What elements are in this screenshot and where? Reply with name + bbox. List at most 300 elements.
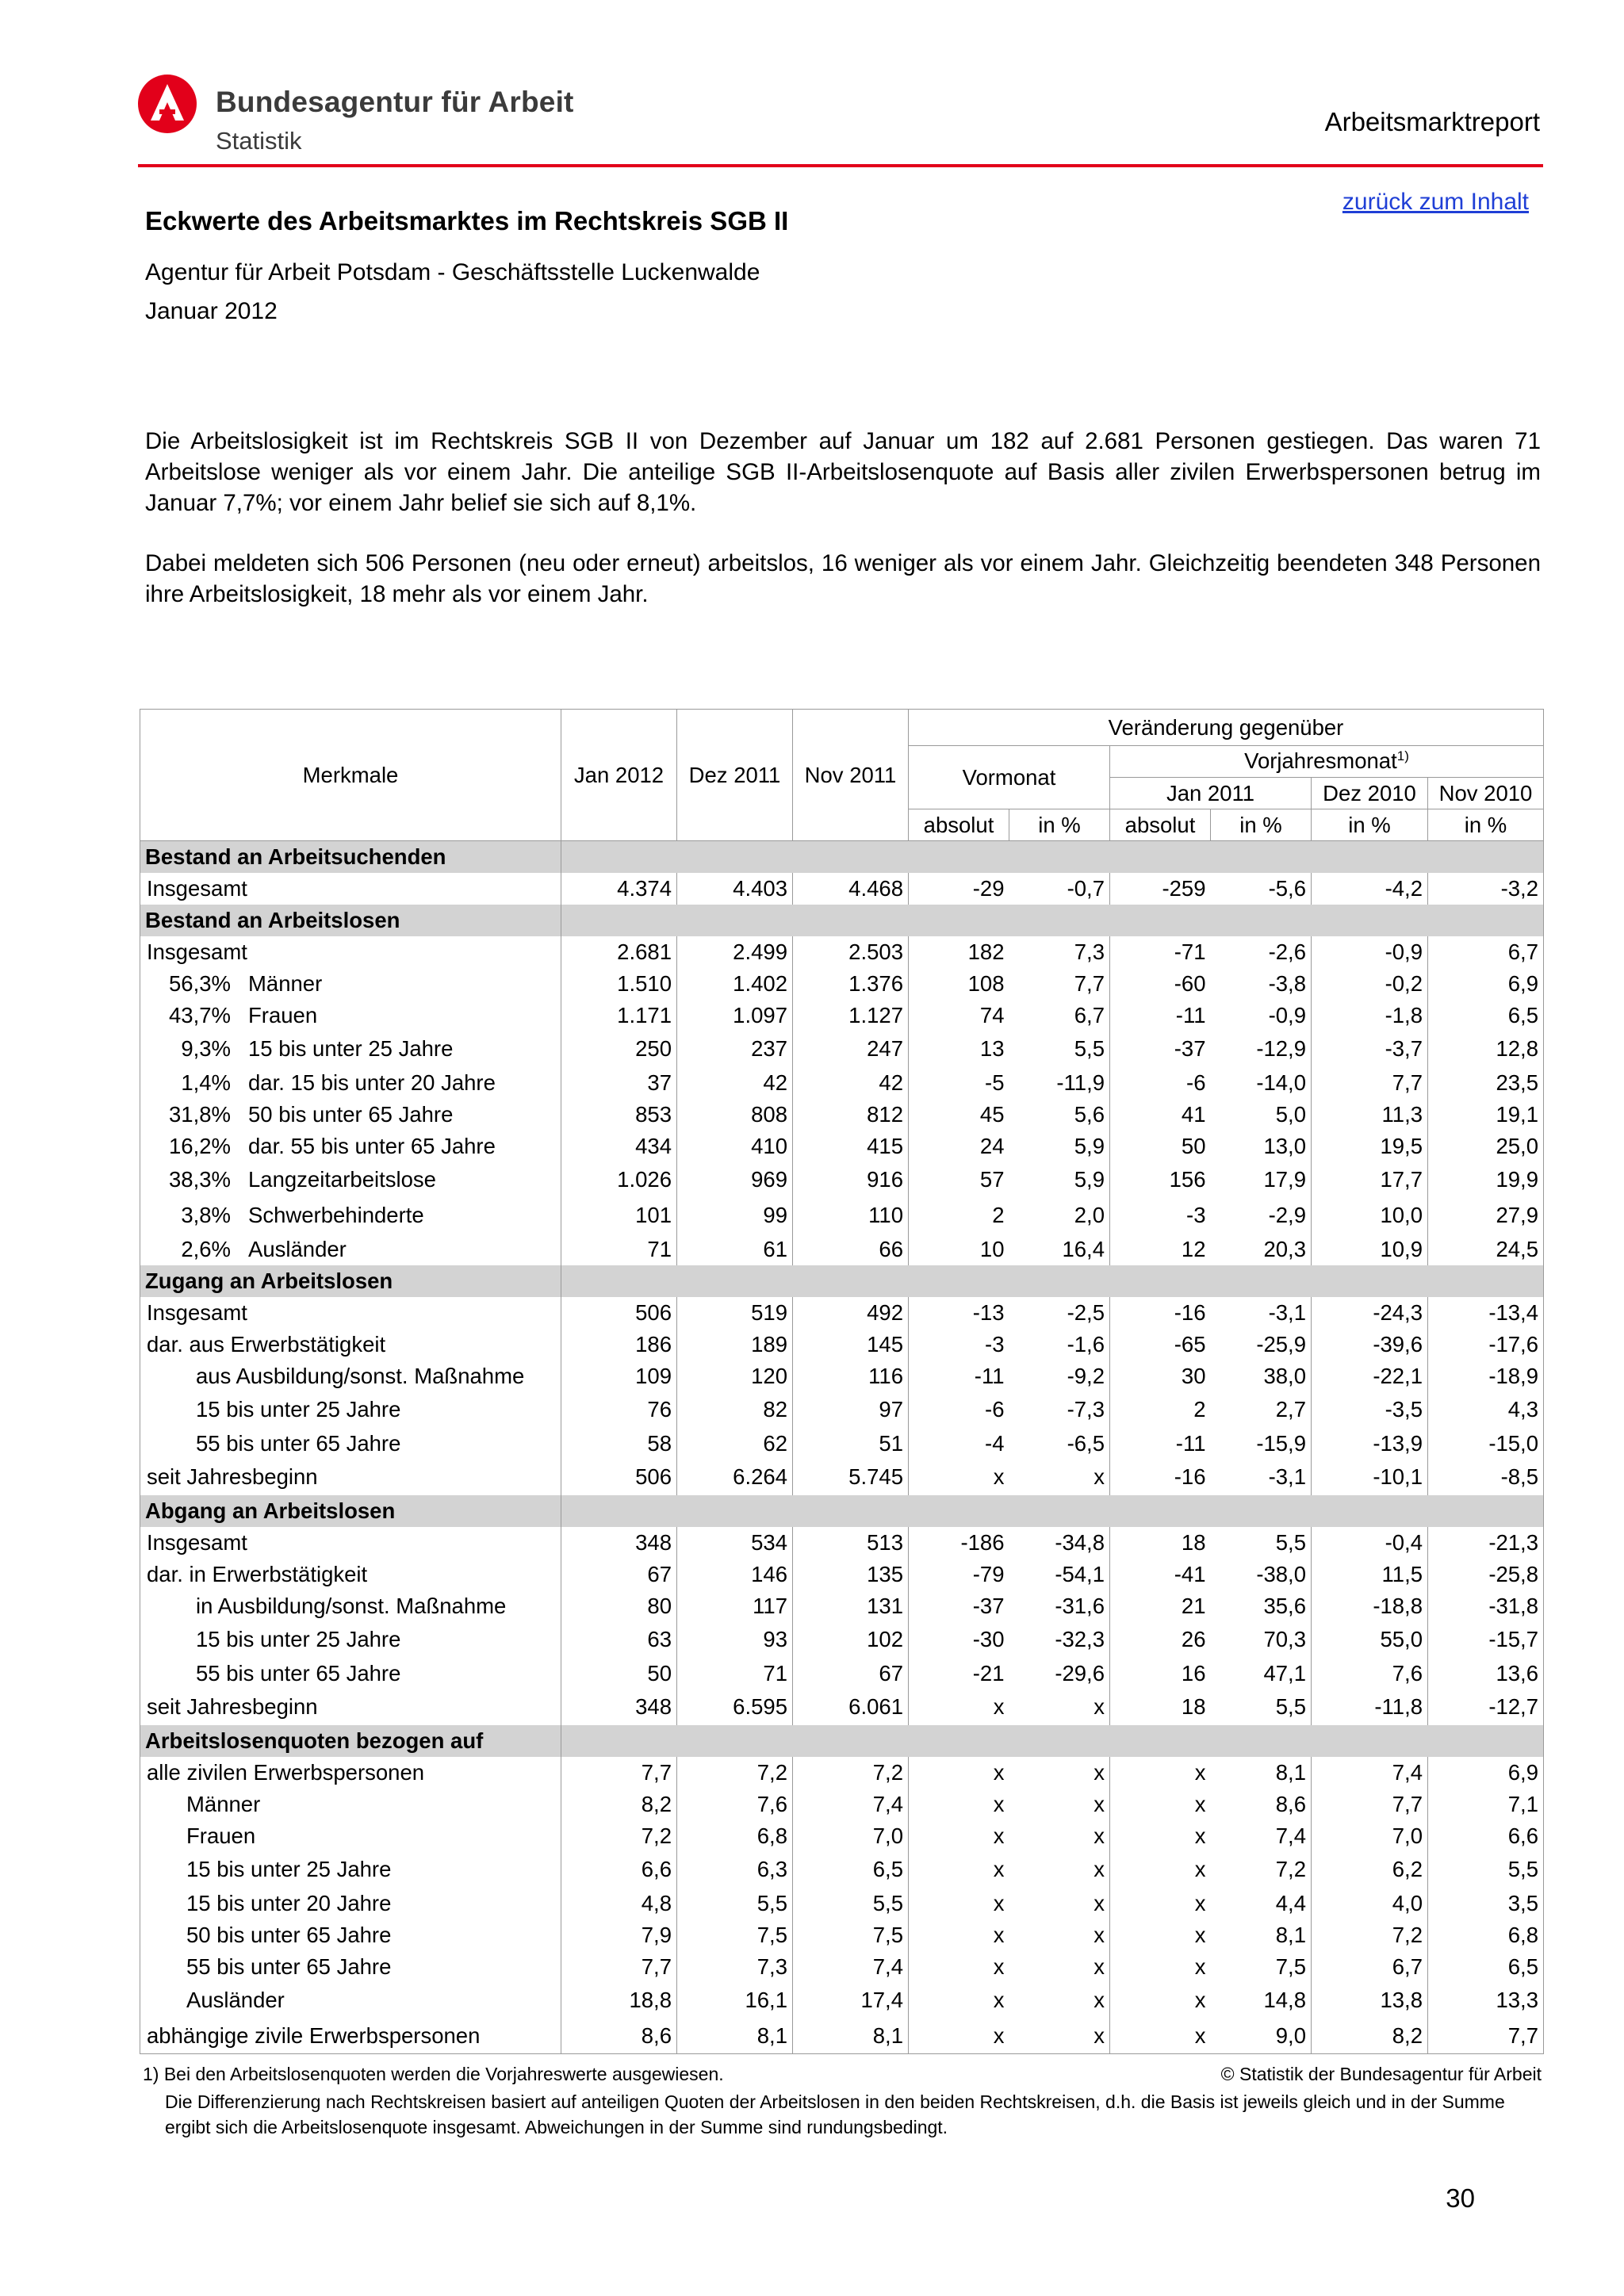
table-cell: -12,7 [1428, 1689, 1544, 1725]
table-cell: 5,6 [1009, 1099, 1110, 1131]
col-header-jan-2011: Jan 2011 [1110, 778, 1312, 809]
table-cell: -11 [909, 1360, 1009, 1392]
table-cell: x [909, 1983, 1009, 2019]
header-divider [138, 164, 1543, 167]
table-cell: -15,9 [1211, 1428, 1312, 1460]
table-cell: 6.595 [677, 1689, 793, 1725]
table-row [140, 2019, 1544, 2054]
table-cell: x [909, 1460, 1009, 1495]
col-header-jan2011-pct: in % [1211, 809, 1312, 841]
row-label-cell [140, 1852, 561, 1888]
row-label: 15 bis unter 20 Jahre [186, 1890, 392, 1915]
table-cell: 7,7 [1009, 968, 1110, 1000]
row-share-percent: 1,4% [181, 1070, 231, 1095]
col-header-nov-2011: Nov 2011 [793, 710, 909, 841]
table-cell: x [1110, 1789, 1211, 1820]
row-label: 15 bis unter 25 Jahre [196, 1627, 401, 1651]
table-cell: x [1009, 1919, 1110, 1951]
row-label-cell [140, 1789, 561, 1820]
table-cell: 1.402 [677, 968, 793, 1000]
table-cell: -25,9 [1211, 1329, 1312, 1360]
table-cell: 42 [677, 1067, 793, 1099]
row-label: 50 bis unter 65 Jahre [186, 1922, 392, 1947]
table-cell: -0,9 [1211, 1000, 1312, 1031]
summary-paragraph-1: Die Arbeitslosigkeit ist im Rechtskreis SGB II von Dezember auf Januar um 182 auf 2.681 Personen gestiegen. Das waren 71 Arbeitslose weniger als vor einem Jahr. Die anteilige SGB II-Arbeitslosenquote auf Basis aller zivilen Erwerbspersonen betrug im Januar 7,7%; vor einem Jahr belief sie sich auf 8,1%. [145, 428, 1541, 516]
table-cell: x [1110, 1983, 1211, 2019]
table-cell: -65 [1110, 1329, 1211, 1360]
table-cell: 4.468 [793, 873, 909, 905]
col-header-vorjahresmonat: Vorjahresmonat$^{1)}$ [1110, 746, 1544, 778]
table-cell: 41 [1110, 1099, 1211, 1131]
table-row [140, 1559, 1544, 1590]
table-cell: -22,1 [1312, 1360, 1428, 1392]
table-cell: 110 [793, 1198, 909, 1234]
table-cell: -1,8 [1312, 1000, 1428, 1031]
table-cell: -11 [1110, 1428, 1211, 1460]
table-row [140, 1757, 1544, 1789]
row-label: alle zivilen Erwerbspersonen [147, 1759, 425, 1785]
copyright-note: © Statistik der Bundesagentur für Arbeit [1220, 2064, 1542, 2084]
table-row [140, 1162, 1544, 1198]
section-header-row [140, 1265, 1544, 1297]
table-cell: x [909, 1919, 1009, 1951]
table-row [140, 1789, 1544, 1820]
table-cell: 18 [1110, 1527, 1211, 1559]
table-cell: 21 [1110, 1590, 1211, 1622]
table-row [140, 1234, 1544, 1265]
table-cell: -29,6 [1009, 1658, 1110, 1689]
table-cell: x [909, 2019, 1009, 2054]
table-cell: -21 [909, 1658, 1009, 1689]
table-cell: 108 [909, 968, 1009, 1000]
table-row [140, 1622, 1544, 1658]
table-cell: 38,0 [1211, 1360, 1312, 1392]
row-label: 55 bis unter 65 Jahre [196, 1430, 401, 1456]
table-cell: -37 [1110, 1031, 1211, 1067]
table-row [140, 1198, 1544, 1234]
table-row [140, 1590, 1544, 1622]
table-cell: 7,6 [677, 1789, 793, 1820]
table-cell: x [1009, 1757, 1110, 1789]
table-cell: 10 [909, 1234, 1009, 1265]
table-cell: x [909, 1852, 1009, 1888]
table-cell: -30 [909, 1622, 1009, 1658]
table-cell: 8,6 [1211, 1789, 1312, 1820]
table-row [140, 1852, 1544, 1888]
col-header-vormonat-absolut: absolut [909, 809, 1009, 841]
table-cell: x [909, 1789, 1009, 1820]
row-label: Männer [248, 970, 323, 996]
row-label-cell [140, 1131, 561, 1162]
col-header-jan-2012: Jan 2012 [561, 710, 677, 841]
table-cell: 434 [561, 1131, 677, 1162]
table-cell: 6,5 [1428, 1000, 1544, 1031]
table-cell: x [1009, 1789, 1110, 1820]
table-cell: 18 [1110, 1689, 1211, 1725]
table-cell: 80 [561, 1590, 677, 1622]
row-label-cell [140, 1000, 561, 1031]
table-cell: -37 [909, 1590, 1009, 1622]
table-cell: -18,9 [1428, 1360, 1544, 1392]
table-cell: 186 [561, 1329, 677, 1360]
table-cell: 57 [909, 1162, 1009, 1198]
table-cell: -18,8 [1312, 1590, 1428, 1622]
table-row [140, 936, 1544, 968]
table-cell: 4.374 [561, 873, 677, 905]
table-cell: 7,5 [793, 1919, 909, 1951]
table-row [140, 1360, 1544, 1392]
table-row [140, 1527, 1544, 1559]
table-cell: 916 [793, 1162, 909, 1198]
section-header-row [140, 1495, 1544, 1527]
row-label: 15 bis unter 25 Jahre [196, 1397, 401, 1422]
table-cell: 6,9 [1428, 1757, 1544, 1789]
table-cell: 513 [793, 1527, 909, 1559]
table-cell: 51 [793, 1428, 909, 1460]
row-share-percent: 9,3% [181, 1036, 231, 1061]
table-cell: -5 [909, 1067, 1009, 1099]
table-cell: 146 [677, 1559, 793, 1590]
section-header-row [140, 1725, 1544, 1757]
table-cell: 5.745 [793, 1460, 909, 1495]
row-label-cell [140, 1198, 561, 1234]
table-row [140, 1951, 1544, 1983]
section-title: Abgang an Arbeitslosen [140, 1495, 561, 1527]
table-cell: 135 [793, 1559, 909, 1590]
table-cell: 20,3 [1211, 1234, 1312, 1265]
table-cell: 2 [909, 1198, 1009, 1234]
row-label: Ausländer [248, 1236, 347, 1261]
table-cell: x [1009, 1983, 1110, 2019]
table-cell: -1,6 [1009, 1329, 1110, 1360]
table-cell: 13,8 [1312, 1983, 1428, 2019]
row-label-cell [140, 1689, 561, 1725]
table-cell: 7,2 [677, 1757, 793, 1789]
col-header-dez-2010: Dez 2010 [1312, 778, 1428, 809]
table-cell: 6,8 [1428, 1919, 1544, 1951]
table-cell: -16 [1110, 1460, 1211, 1495]
row-label-cell [140, 1820, 561, 1852]
table-cell: 17,9 [1211, 1162, 1312, 1198]
table-row [140, 1000, 1544, 1031]
table-cell: -3,7 [1312, 1031, 1428, 1067]
agency-subtitle: Agentur für Arbeit Potsdam - Geschäftsstelle Luckenwalde [145, 259, 760, 285]
table-cell: -2,9 [1211, 1198, 1312, 1234]
row-label: dar. aus Erwerbstätigkeit [147, 1331, 386, 1357]
col-header-nov2010-pct: in % [1428, 809, 1544, 841]
table-cell: -25,8 [1428, 1559, 1544, 1590]
table-cell: -14,0 [1211, 1067, 1312, 1099]
row-label-cell [140, 1590, 561, 1622]
row-share-percent: 16,2% [169, 1133, 231, 1158]
row-label: Männer [186, 1791, 261, 1816]
table-cell: 74 [909, 1000, 1009, 1031]
page-title: Eckwerte des Arbeitsmarktes im Rechtskreis SGB II [145, 206, 789, 235]
row-share-percent: 43,7% [169, 1002, 231, 1027]
row-label-cell [140, 1329, 561, 1360]
table-cell: 11,5 [1312, 1559, 1428, 1590]
table-cell: -7,3 [1009, 1392, 1110, 1428]
table-cell: 47,1 [1211, 1658, 1312, 1689]
table-cell: 4,4 [1211, 1888, 1312, 1919]
table-cell: 14,8 [1211, 1983, 1312, 2019]
table-cell: 6,7 [1312, 1951, 1428, 1983]
org-name: Bundesagentur für Arbeit [216, 86, 574, 118]
table-cell: x [1009, 1951, 1110, 1983]
table-cell: 2.499 [677, 936, 793, 968]
row-label-cell [140, 1527, 561, 1559]
row-label: dar. 15 bis unter 20 Jahre [248, 1070, 496, 1095]
table-cell: 30 [1110, 1360, 1211, 1392]
table-cell: 1.127 [793, 1000, 909, 1031]
row-label-cell [140, 1067, 561, 1099]
table-cell: x [1110, 1820, 1211, 1852]
page-number: 30 [1446, 2183, 1475, 2213]
table-cell: -0,7 [1009, 873, 1110, 905]
table-cell: x [1009, 1820, 1110, 1852]
col-header-jan2011-absolut: absolut [1110, 809, 1211, 841]
row-label-cell [140, 968, 561, 1000]
table-cell: x [1110, 1757, 1211, 1789]
section-fill [561, 841, 1544, 873]
table-cell: -24,3 [1312, 1297, 1428, 1329]
table-cell: 2,7 [1211, 1392, 1312, 1428]
table-cell: x [909, 1888, 1009, 1919]
table-cell: 534 [677, 1527, 793, 1559]
table-cell: -186 [909, 1527, 1009, 1559]
table-cell: 7,5 [677, 1919, 793, 1951]
table-cell: x [1009, 1888, 1110, 1919]
row-label-cell [140, 1360, 561, 1392]
section-fill [561, 905, 1544, 936]
table-cell: -17,6 [1428, 1329, 1544, 1360]
footnote-marker: 1) [1396, 748, 1409, 764]
table-cell: 17,7 [1312, 1162, 1428, 1198]
table-cell: 492 [793, 1297, 909, 1329]
table-cell: -13,4 [1428, 1297, 1544, 1329]
table-row [140, 1658, 1544, 1689]
table-cell: 102 [793, 1622, 909, 1658]
table-cell: 19,1 [1428, 1099, 1544, 1131]
table-cell: 5,5 [793, 1888, 909, 1919]
table-cell: 6,5 [793, 1852, 909, 1888]
table-cell: 82 [677, 1392, 793, 1428]
table-cell: 237 [677, 1031, 793, 1067]
table-cell: 6,7 [1428, 936, 1544, 968]
table-row [140, 1329, 1544, 1360]
row-label-cell [140, 1297, 561, 1329]
table-cell: 6,2 [1312, 1852, 1428, 1888]
row-label: dar. 55 bis unter 65 Jahre [248, 1133, 496, 1158]
table-cell: 7,3 [677, 1951, 793, 1983]
table-cell: 8,2 [1312, 2019, 1428, 2054]
table-cell: 182 [909, 936, 1009, 968]
table-cell: -0,9 [1312, 936, 1428, 968]
table-cell: -38,0 [1211, 1559, 1312, 1590]
row-label-cell [140, 2019, 561, 2054]
summary-paragraph-2: Dabei meldeten sich 506 Personen (neu oder erneut) arbeitslos, 16 weniger als vor einem Jahr. Gleichzeitig beendeten 348 Personen ihre Arbeitslosigkeit, 18 mehr als vor einem Jahr. [145, 550, 1541, 607]
table-cell: 13,3 [1428, 1983, 1544, 2019]
table-cell: 6,6 [561, 1852, 677, 1888]
section-fill [561, 1495, 1544, 1527]
table-cell: 10,0 [1312, 1198, 1428, 1234]
table-cell: 66 [793, 1234, 909, 1265]
table-cell: 7,2 [1211, 1852, 1312, 1888]
table-cell: 25,0 [1428, 1131, 1544, 1162]
table-cell: -34,8 [1009, 1527, 1110, 1559]
table-cell: 348 [561, 1527, 677, 1559]
table-cell: -0,4 [1312, 1527, 1428, 1559]
section-title: Bestand an Arbeitsuchenden [140, 841, 561, 873]
table-cell: 4,0 [1312, 1888, 1428, 1919]
table-cell: 17,4 [793, 1983, 909, 2019]
footnote-1: 1) Bei den Arbeitslosenquoten werden die Vorjahreswerte ausgewiesen. [143, 2064, 724, 2084]
table-cell: 1.510 [561, 968, 677, 1000]
table-cell: -54,1 [1009, 1559, 1110, 1590]
row-label-cell [140, 1658, 561, 1689]
table-cell: 5,9 [1009, 1162, 1110, 1198]
table-cell: 13,0 [1211, 1131, 1312, 1162]
table-cell: -5,6 [1211, 873, 1312, 905]
table-cell: 7,7 [1428, 2019, 1544, 2054]
table-cell: 8,6 [561, 2019, 677, 2054]
table-cell: 5,5 [1428, 1852, 1544, 1888]
table-cell: 50 [561, 1658, 677, 1689]
table-cell: x [1009, 2019, 1110, 2054]
table-cell: 61 [677, 1234, 793, 1265]
table-cell: 67 [561, 1559, 677, 1590]
table-cell: 6,9 [1428, 968, 1544, 1000]
back-to-contents-link[interactable]: zurück zum Inhalt [1342, 189, 1529, 215]
table-cell: 16,4 [1009, 1234, 1110, 1265]
table-row [140, 873, 1544, 905]
table-cell: 506 [561, 1460, 677, 1495]
table-cell: -3,2 [1428, 873, 1544, 905]
table-cell: 7,9 [561, 1919, 677, 1951]
table-cell: 4.403 [677, 873, 793, 905]
row-label-cell [140, 873, 561, 905]
row-label: Insgesamt [147, 1299, 247, 1325]
table-row [140, 1031, 1544, 1067]
table-cell: 7,2 [793, 1757, 909, 1789]
table-cell: 18,8 [561, 1983, 677, 2019]
row-label-cell [140, 1983, 561, 2019]
table-cell: -3 [909, 1329, 1009, 1360]
section-title: Zugang an Arbeitslosen [140, 1265, 561, 1297]
table-cell: 250 [561, 1031, 677, 1067]
row-label-cell [140, 1392, 561, 1428]
row-label-cell [140, 1951, 561, 1983]
table-cell: 410 [677, 1131, 793, 1162]
table-cell: 6,8 [677, 1820, 793, 1852]
table-cell: 97 [793, 1392, 909, 1428]
table-cell: 247 [793, 1031, 909, 1067]
table-cell: 26 [1110, 1622, 1211, 1658]
table-cell: 853 [561, 1099, 677, 1131]
table-cell: 189 [677, 1329, 793, 1360]
table-cell: 12 [1110, 1234, 1211, 1265]
table-cell: 7,5 [1211, 1951, 1312, 1983]
table-cell: 10,9 [1312, 1234, 1428, 1265]
table-cell: 6,5 [1428, 1951, 1544, 1983]
table-cell: 6.061 [793, 1689, 909, 1725]
row-label: dar. in Erwerbstätigkeit [147, 1561, 368, 1586]
table-cell: 13 [909, 1031, 1009, 1067]
labour-market-table [140, 709, 1544, 2054]
table-row [140, 1888, 1544, 1919]
table-row [140, 1689, 1544, 1725]
table-cell: 5,5 [1211, 1689, 1312, 1725]
table-cell: 116 [793, 1360, 909, 1392]
table-cell: 99 [677, 1198, 793, 1234]
col-header-dez2010-pct: in % [1312, 809, 1428, 841]
table-cell: 27,9 [1428, 1198, 1544, 1234]
table-row [140, 1067, 1544, 1099]
row-label: 15 bis unter 25 Jahre [248, 1036, 454, 1061]
table-cell: -41 [1110, 1559, 1211, 1590]
table-row [140, 1297, 1544, 1329]
table-row [140, 1820, 1544, 1852]
table-cell: 6.264 [677, 1460, 793, 1495]
table-cell: x [1110, 2019, 1211, 2054]
row-label-cell [140, 1428, 561, 1460]
row-label: 50 bis unter 65 Jahre [248, 1101, 454, 1127]
ba-logo-icon [138, 75, 197, 133]
table-cell: 5,5 [1009, 1031, 1110, 1067]
table-cell: -6,5 [1009, 1428, 1110, 1460]
row-label: Insgesamt [147, 939, 247, 964]
table-cell: x [1009, 1689, 1110, 1725]
table-cell: 12,8 [1428, 1031, 1544, 1067]
table-cell: 42 [793, 1067, 909, 1099]
table-cell: -10,1 [1312, 1460, 1428, 1495]
table-cell: -9,2 [1009, 1360, 1110, 1392]
row-label: Langzeitarbeitslose [248, 1167, 436, 1192]
row-label: Insgesamt [147, 1529, 247, 1555]
table-cell: 7,3 [1009, 936, 1110, 968]
table-cell: 7,7 [1312, 1789, 1428, 1820]
row-label: 55 bis unter 65 Jahre [196, 1660, 401, 1686]
table-cell: 35,6 [1211, 1590, 1312, 1622]
row-label: aus Ausbildung/sonst. Maßnahme [196, 1363, 525, 1388]
table-cell: 24,5 [1428, 1234, 1544, 1265]
table-cell: 7,2 [561, 1820, 677, 1852]
table-cell: 7,0 [1312, 1820, 1428, 1852]
col-header-nov-2010: Nov 2010 [1428, 778, 1544, 809]
row-label-cell [140, 936, 561, 968]
table-cell: 19,9 [1428, 1162, 1544, 1198]
table-cell: -4 [909, 1428, 1009, 1460]
row-label: Schwerbehinderte [248, 1203, 424, 1227]
table-cell: -11,9 [1009, 1067, 1110, 1099]
section-title: Arbeitslosenquoten bezogen auf [140, 1725, 561, 1757]
table-cell: -6 [909, 1392, 1009, 1428]
table-row [140, 1460, 1544, 1495]
table-cell: -71 [1110, 936, 1211, 968]
table-cell: -11,8 [1312, 1689, 1428, 1725]
table-cell: 76 [561, 1392, 677, 1428]
table-cell: 19,5 [1312, 1131, 1428, 1162]
row-share-percent: 38,3% [169, 1167, 231, 1192]
table-cell: 63 [561, 1622, 677, 1658]
table-cell: 11,3 [1312, 1099, 1428, 1131]
table-cell: 7,7 [561, 1757, 677, 1789]
row-label-cell [140, 1888, 561, 1919]
row-label: in Ausbildung/sonst. Maßnahme [196, 1593, 507, 1618]
table-cell: 7,7 [1312, 1067, 1428, 1099]
table-cell: 117 [677, 1590, 793, 1622]
row-share-percent: 56,3% [169, 970, 231, 996]
